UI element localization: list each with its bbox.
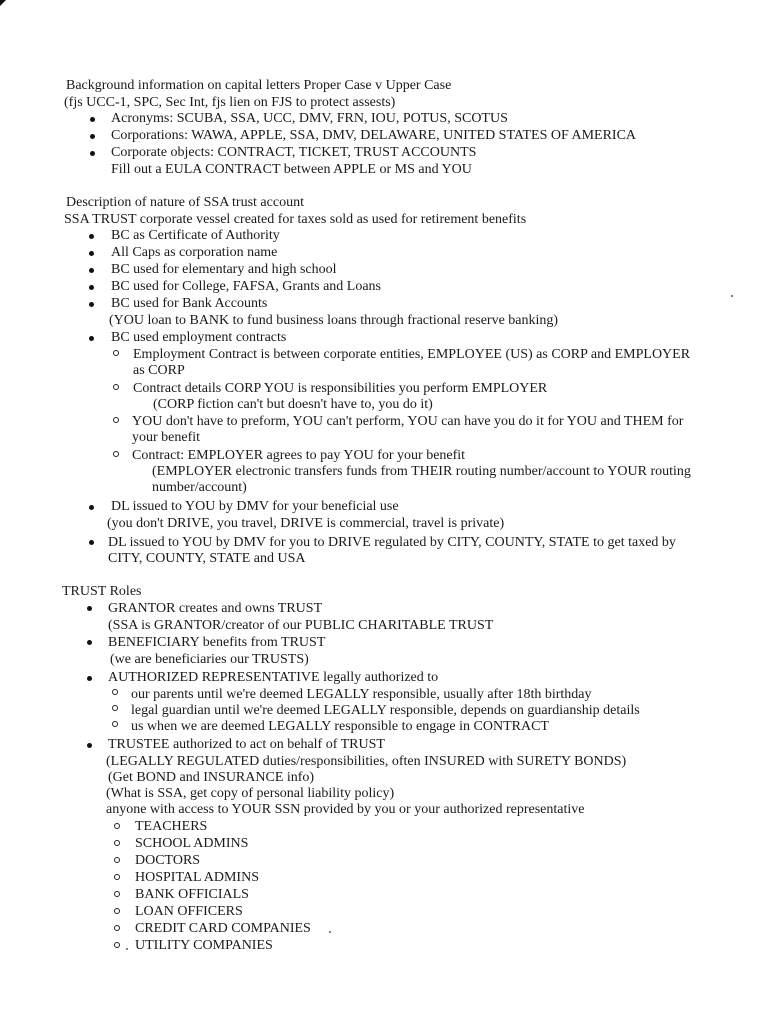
scan-corner-mark <box>0 0 6 6</box>
sub-bullet <box>113 384 119 390</box>
bullet <box>89 268 94 273</box>
background-heading: Background information on capital letters Proper Case v Upper Case <box>66 78 452 93</box>
list-item-continuation: CITY, COUNTY, STATE and USA <box>108 551 306 566</box>
sub-bullet <box>114 874 120 880</box>
sub-bullet <box>113 417 119 423</box>
list-item-note: (Get BOND and INSURANCE info) <box>108 770 315 785</box>
sub-bullet <box>114 908 120 914</box>
sub-list-item: YOU don't have to preform, YOU can't perform, YOU can have you do it for YOU and THEM for <box>132 414 684 429</box>
background-subheading: (fjs UCC-1, SPC, Sec Int, fjs lien on FJS to protect assests) <box>64 95 396 110</box>
sub-list-item: Employment Contract is between corporate entities, EMPLOYEE (US) as CORP and EMPLOYER <box>133 347 691 362</box>
bullet <box>90 134 95 139</box>
list-item-continuation: Fill out a EULA CONTRACT between APPLE or MS and YOU <box>111 162 472 177</box>
list-item: BC as Certificate of Authority <box>111 228 280 243</box>
sub-list-item: us when we are deemed LEGALLY responsible to engage in CONTRACT <box>131 719 549 734</box>
sub-bullet <box>113 350 119 356</box>
sub-bullet <box>114 840 120 846</box>
bullet <box>87 640 92 645</box>
sub-list-item-continuation: number/account) <box>152 480 247 495</box>
bullet <box>89 505 94 510</box>
bullet <box>89 302 94 307</box>
sub-list-item: TEACHERS <box>135 819 208 834</box>
sub-list-item-note: (CORP fiction can't but doesn't have to, you do it) <box>153 397 433 412</box>
sub-bullet <box>114 925 120 931</box>
bullet <box>89 234 94 239</box>
list-item: GRANTOR creates and owns TRUST <box>108 601 323 616</box>
trust-heading: TRUST Roles <box>62 584 142 599</box>
list-item: AUTHORIZED REPRESENTATIVE legally authorized to <box>108 670 439 685</box>
list-item: BENEFICIARY benefits from TRUST <box>108 635 326 650</box>
list-item-note: (we are beneficiaries our TRUSTS) <box>110 652 309 667</box>
bullet <box>89 336 94 341</box>
scan-speck <box>126 948 128 950</box>
list-item-note: (SSA is GRANTOR/creator of our PUBLIC CHARITABLE TRUST <box>108 618 494 633</box>
sub-list-item: HOSPITAL ADMINS <box>135 870 259 885</box>
list-item: Acronyms: SCUBA, SSA, UCC, DMV, FRN, IOU, POTUS, SCOTUS <box>111 111 508 126</box>
list-item-note: anyone with access to YOUR SSN provided by you or your authorized representative <box>106 802 585 817</box>
sub-list-item: our parents until we're deemed LEGALLY responsible, usually after 18th birthday <box>131 687 592 702</box>
scan-speck <box>731 295 733 297</box>
list-item: DL issued to YOU by DMV for your beneficial use <box>111 499 399 514</box>
sub-list-item: legal guardian until we're deemed LEGALLY responsible, depends on guardianship details <box>131 703 640 718</box>
list-item-note: (you don't DRIVE, you travel, DRIVE is commercial, travel is private) <box>107 516 505 531</box>
sub-list-item: Contract details CORP YOU is responsibilities you perform EMPLOYER <box>133 381 548 396</box>
sub-bullet <box>114 823 120 829</box>
sub-bullet <box>112 705 118 711</box>
list-item: All Caps as corporation name <box>111 245 278 260</box>
list-item: DL issued to YOU by DMV for you to DRIVE regulated by CITY, COUNTY, STATE to get taxed by <box>108 535 676 550</box>
sub-list-item-note: (EMPLOYER electronic transfers funds from THEIR routing number/account to YOUR routing <box>152 464 691 479</box>
bullet <box>90 117 95 122</box>
sub-bullet <box>114 891 120 897</box>
list-item-note: (YOU loan to BANK to fund business loans through fractional reserve banking) <box>109 313 559 328</box>
ssa-heading: Description of nature of SSA trust account <box>66 195 304 210</box>
list-item: TRUSTEE authorized to act on behalf of TRUST <box>108 737 385 752</box>
sub-bullet <box>114 942 120 948</box>
list-item-note: (LEGALLY REGULATED duties/responsibilities, often INSURED with SURETY BONDS) <box>106 754 627 769</box>
bullet <box>89 540 94 545</box>
bullet <box>90 151 95 156</box>
sub-list-item-continuation: your benefit <box>132 430 201 445</box>
sub-bullet <box>114 857 120 863</box>
bullet <box>89 251 94 256</box>
sub-bullet <box>113 451 119 457</box>
sub-list-item: DOCTORS <box>135 853 201 868</box>
list-item-note: (What is SSA, get copy of personal liability policy) <box>106 786 395 801</box>
sub-list-item: CREDIT CARD COMPANIES <box>135 921 311 936</box>
sub-list-item: UTILITY COMPANIES <box>135 938 273 953</box>
sub-list-item: SCHOOL ADMINS <box>135 836 249 851</box>
sub-bullet <box>112 689 118 695</box>
sub-list-item-continuation: as CORP <box>133 363 185 378</box>
list-item: BC used for elementary and high school <box>111 262 337 277</box>
sub-list-item: BANK OFFICIALS <box>135 887 249 902</box>
list-item: BC used for Bank Accounts <box>111 296 268 311</box>
sub-list-item: LOAN OFFICERS <box>135 904 243 919</box>
ssa-subheading: SSA TRUST corporate vessel created for taxes sold as used for retirement benefits <box>64 212 527 227</box>
bullet <box>87 743 92 748</box>
list-item: Corporate objects: CONTRACT, TICKET, TRUST ACCOUNTS <box>111 145 477 160</box>
bullet <box>89 285 94 290</box>
bullet <box>87 676 92 681</box>
sub-list-item: Contract: EMPLOYER agrees to pay YOU for your benefit <box>132 448 466 463</box>
list-item: BC used for College, FAFSA, Grants and Loans <box>111 279 381 294</box>
sub-bullet <box>112 721 118 727</box>
scan-speck <box>329 931 331 933</box>
bullet <box>87 606 92 611</box>
list-item: Corporations: WAWA, APPLE, SSA, DMV, DELAWARE, UNITED STATES OF AMERICA <box>111 128 637 143</box>
list-item: BC used employment contracts <box>111 330 287 345</box>
